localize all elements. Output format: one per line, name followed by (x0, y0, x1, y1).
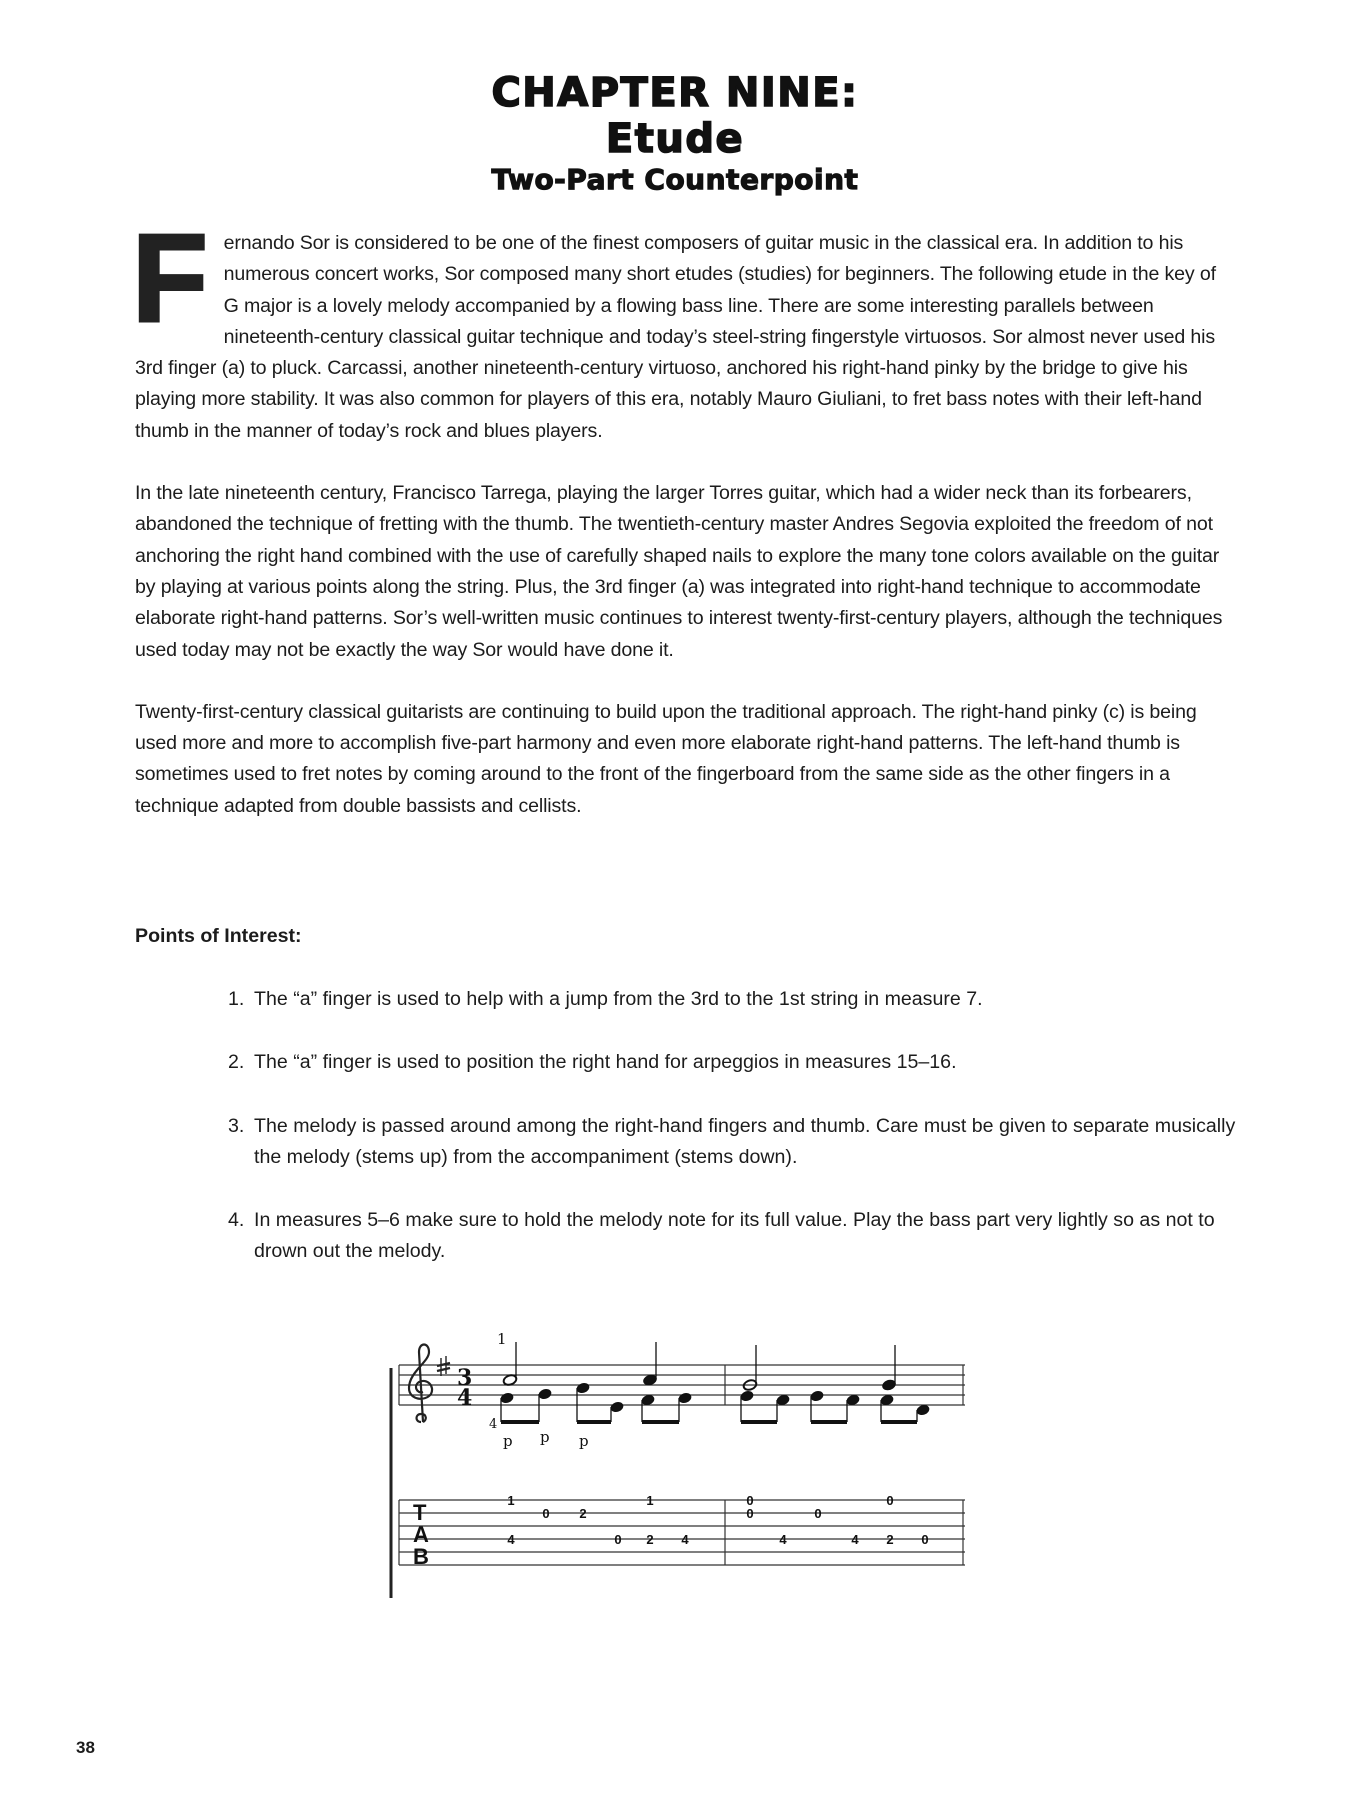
item-text: The “a” finger is used to help with a jump from the 3rd to the 1st string in measure 7. (254, 988, 983, 1010)
tab-number: 2 (646, 1532, 654, 1547)
fingering-number: 1 (497, 1330, 507, 1348)
tab-clef-a: A (413, 1522, 429, 1547)
tab-number: 0 (814, 1506, 822, 1521)
time-signature-top: 3 (457, 1365, 473, 1391)
points-list (228, 984, 1248, 1300)
tab-number: 1 (507, 1493, 515, 1508)
tab-clef-b: B (413, 1544, 429, 1569)
tab-number: 1 (646, 1493, 654, 1508)
music-notation (385, 1330, 985, 1610)
pluck-mark: p (540, 1428, 550, 1446)
tab-number: 4 (779, 1532, 787, 1547)
list-item (228, 1205, 1248, 1268)
tab-number: 2 (579, 1506, 587, 1521)
points-heading: Points of Interest: (135, 925, 302, 947)
item-number: 3. (228, 1114, 245, 1137)
chapter-title: CHAPTER NINE: (491, 70, 859, 116)
chapter-subtitle: Two-Part Counterpoint (491, 163, 859, 196)
item-text: The melody is passed around among the right-hand fingers and thumb. Care must be given to separate musically the melody (stems up) from the accompaniment (stems down). (254, 1114, 1236, 1168)
list-item (228, 1111, 1248, 1174)
item-number: 2. (228, 1051, 245, 1074)
paragraph: Twenty-first-century classical guitarists are continuing to build upon the traditional approach. The right-hand pinky (c) is being used more and more to accomplish five-part harmony and even more elaborate right-hand patterns. The left-hand thumb is sometimes used to fret notes by coming around to the front of the fingerboard from the same side as the other fingers in a technique adapted from double bassists and cellists. (135, 700, 1197, 817)
chapter-heading (0, 70, 1350, 198)
body-text (132, 210, 1235, 822)
intro-text: ernando Sor is considered to be one of the finest composers of guitar music in the classical era. In addition to his numerous concert works, Sor composed many short etudes (studies) for beginners. The following etude in the key of G major is a lovely melody accompanied by a flowing bass line. There are some interesting parallels between nineteenth-century classical guitar technique and today’s steel-string fingerstyle virtuosos. Sor almost never used his 3rd finger (a) to pluck. Carcassi, another nineteenth-century virtuoso, anchored his right-hand pinky by the bridge to give his playing more stability. It was also common for players of this era, notably Mauro Giuliani, to fret bass notes with their left-hand thumb in the manner of today’s rock and blues players. (135, 232, 1216, 442)
melody-voice (502, 1342, 657, 1386)
item-number: 1. (228, 988, 245, 1010)
pluck-mark: p (579, 1432, 589, 1450)
item-text: In measures 5–6 make sure to hold the melody note for its full value. Play the bass part very lightly so as not to drown out the melody. (254, 1209, 1215, 1263)
etude-title: Etude (605, 116, 745, 162)
tab-clef-t: T (413, 1500, 427, 1525)
list-item (228, 1047, 1248, 1078)
item-number: 4. (228, 1209, 245, 1232)
sharp-icon (437, 1356, 450, 1376)
tab-number: 4 (507, 1532, 515, 1547)
tab-number: 0 (542, 1506, 550, 1521)
page-number: 38 (76, 1738, 95, 1757)
drop-cap: F (132, 210, 208, 348)
list-item (228, 984, 1248, 1015)
tab-number: 2 (886, 1532, 894, 1547)
intro-paragraph (132, 210, 1235, 447)
paragraph: In the late nineteenth century, Francisco Tarrega, playing the larger Torres guitar, which had a wider neck than its forbearers, abandoned the technique of fretting with the thumb. The twentieth-century master Andres Segovia exploited the freedom of not anchoring the right hand combined with the use of carefully shaped nails to explore the many tone colors available on the guitar by playing at various points along the string. Plus, the 3rd finger (a) was integrated into right-hand technique to accommodate elaborate right-hand patterns. Sor’s well-written music continues to interest twenty-first-century players, although the techniques used today may not be exactly the way Sor would have done it. (135, 482, 1223, 661)
tab-number: 0 (746, 1493, 754, 1508)
tab-number: 0 (746, 1506, 754, 1521)
tab-number: 0 (886, 1493, 894, 1508)
bass-voice (500, 1382, 692, 1422)
tab-number: 4 (681, 1532, 689, 1547)
tab-number: 0 (921, 1532, 929, 1547)
time-signature-bottom: 4 (457, 1385, 473, 1411)
tab-number: 4 (851, 1532, 859, 1547)
treble-clef-icon (409, 1345, 432, 1423)
fingering-number: 4 (489, 1417, 498, 1432)
tab-number: 0 (614, 1532, 622, 1547)
item-text: The “a” finger is used to position the right hand for arpeggios in measures 15–16. (254, 1051, 957, 1074)
pluck-mark: p (503, 1432, 513, 1450)
